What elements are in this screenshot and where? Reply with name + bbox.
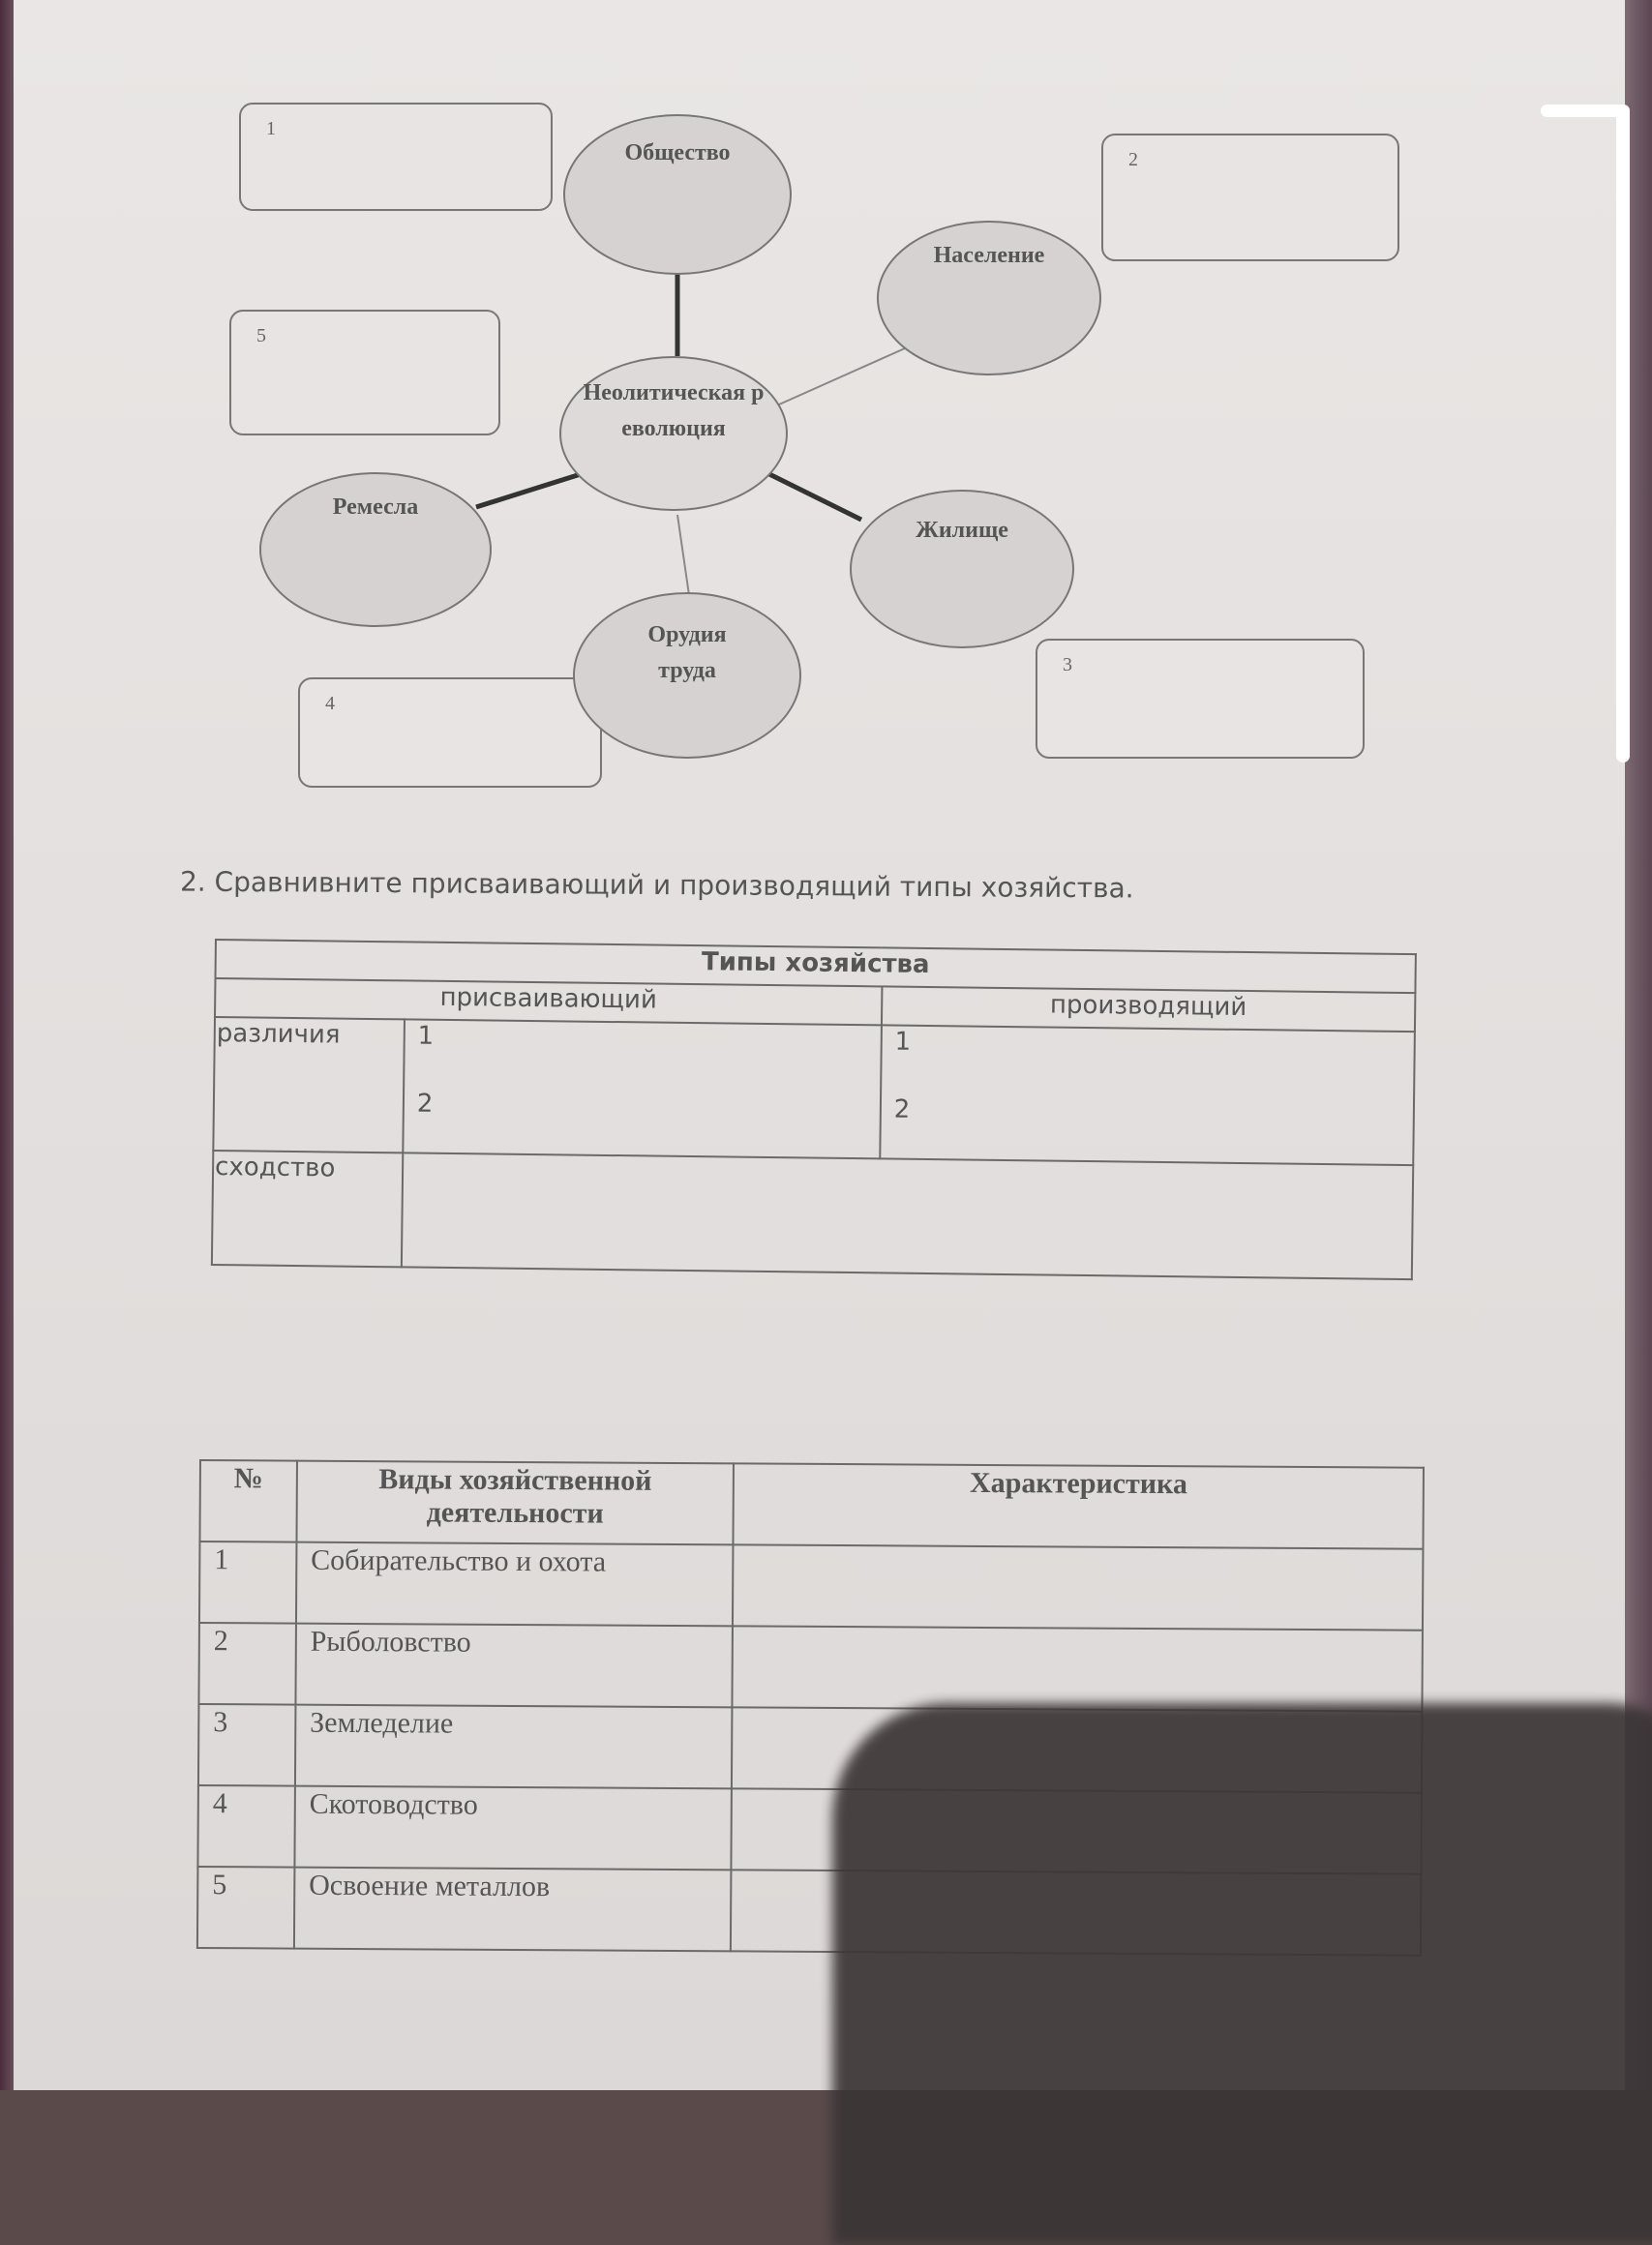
row-number: 2 xyxy=(198,1623,295,1705)
header-characteristic: Характеристика xyxy=(734,1463,1424,1548)
cell-number: 1 xyxy=(417,1021,435,1051)
node-orudiya xyxy=(573,592,801,759)
header-activity: Виды хозяйственной деятельности xyxy=(296,1461,734,1545)
answer-box-3[interactable] xyxy=(1036,639,1365,759)
characteristic-cell[interactable] xyxy=(733,1626,1423,1711)
header-number: № xyxy=(199,1460,296,1542)
row-number: 3 xyxy=(198,1704,295,1786)
activity-name: Собирательство и охота xyxy=(296,1542,734,1627)
connector-remesla xyxy=(476,474,581,507)
cell-number: 1 xyxy=(894,1027,912,1057)
row-number: 4 xyxy=(197,1785,294,1868)
table-row xyxy=(199,1542,1423,1631)
answer-box-2[interactable] xyxy=(1101,134,1399,261)
cell-appropriating-diff[interactable] xyxy=(403,1019,882,1158)
connector-naselenie xyxy=(779,348,905,404)
row-label-differences: различия xyxy=(213,1017,405,1152)
col-producing: производящий xyxy=(882,986,1416,1032)
cell-similarity[interactable] xyxy=(402,1152,1414,1279)
connector-zhilishche xyxy=(769,474,861,520)
answer-box-number: 5 xyxy=(256,325,266,346)
connector-orudiya xyxy=(677,515,689,595)
col-appropriating: присваивающий xyxy=(215,978,882,1025)
answer-box-number: 4 xyxy=(325,693,335,714)
node-label: Жилище xyxy=(916,518,1008,543)
neolithic-diagram xyxy=(0,0,1652,803)
answer-box-number: 1 xyxy=(266,118,276,139)
node-obshchestvo xyxy=(563,114,792,275)
node-label: Ремесла xyxy=(332,494,419,520)
row-number: 1 xyxy=(199,1542,296,1624)
activity-name: Земледелие xyxy=(295,1705,733,1789)
answer-box-1[interactable] xyxy=(239,103,553,211)
node-label: Население xyxy=(933,243,1045,268)
row-label-similarity: сходство xyxy=(212,1151,403,1267)
answer-box-5[interactable] xyxy=(229,310,500,435)
node-label: Орудия труда xyxy=(647,622,727,684)
cell-producing-diff[interactable] xyxy=(880,1025,1415,1165)
hand-shadow xyxy=(832,1703,1652,2245)
cell-number: 2 xyxy=(893,1094,911,1124)
node-label: Общество xyxy=(624,140,731,165)
node-center xyxy=(559,356,788,511)
characteristic-cell[interactable] xyxy=(733,1544,1423,1630)
task-2-title: 2. Сравнивните присваивающий и производящий типы хозяйства. xyxy=(179,865,1134,905)
node-naselenie xyxy=(877,221,1101,375)
crop-bracket-side xyxy=(1616,105,1630,763)
table-row xyxy=(198,1623,1422,1712)
cell-number: 2 xyxy=(416,1089,434,1119)
activity-name: Рыболовство xyxy=(295,1624,733,1708)
answer-box-number: 3 xyxy=(1063,654,1072,675)
node-remesla xyxy=(259,472,492,627)
compare-header: Типы хозяйства xyxy=(215,940,1415,993)
node-label: Неолитическая революция xyxy=(583,380,765,442)
row-number: 5 xyxy=(197,1867,294,1949)
activity-name: Освоение металлов xyxy=(294,1868,732,1952)
compare-table xyxy=(211,939,1417,1280)
answer-box-4[interactable] xyxy=(298,677,602,788)
answer-box-number: 2 xyxy=(1128,149,1138,170)
activity-name: Скотоводство xyxy=(294,1786,732,1871)
node-zhilishche xyxy=(850,490,1074,648)
